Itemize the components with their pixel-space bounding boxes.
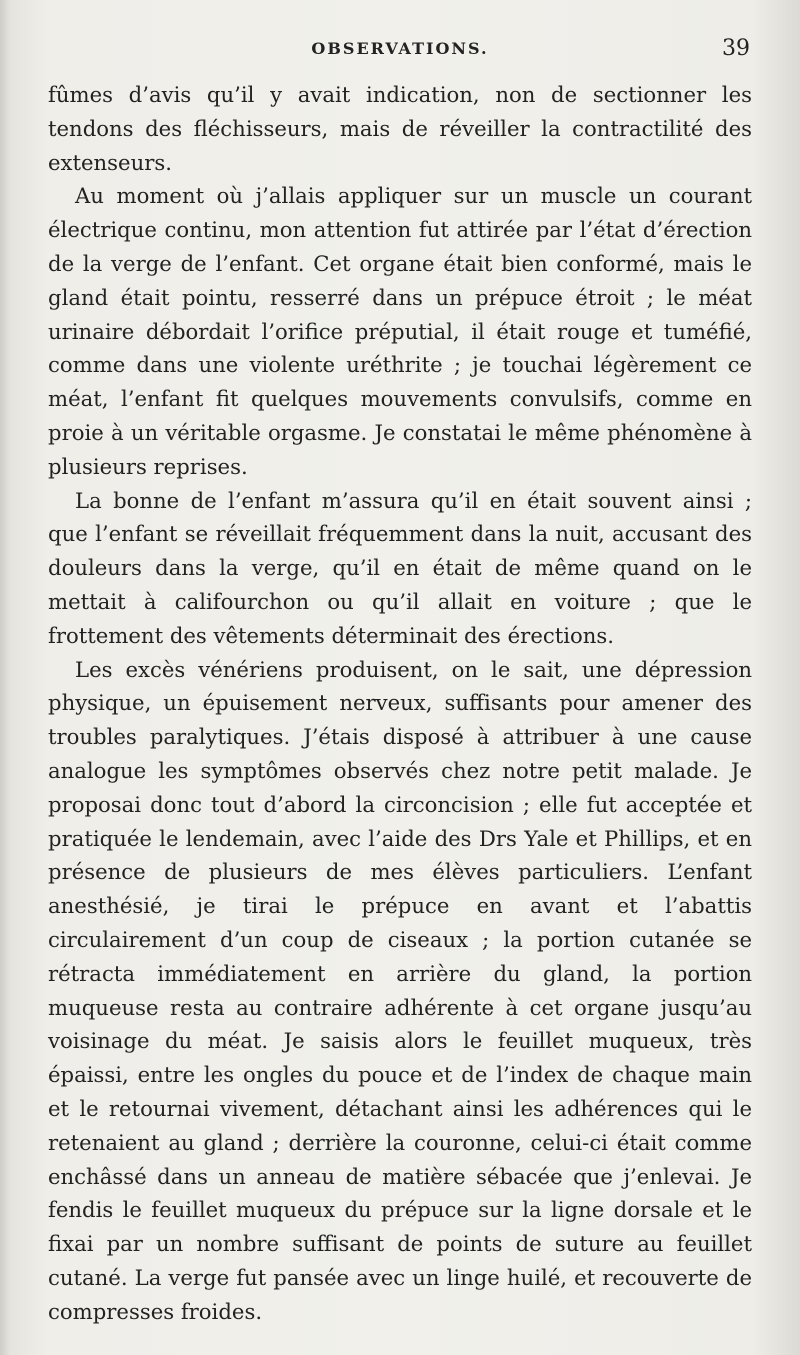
- running-title: OBSERVATIONS.: [311, 39, 489, 58]
- page-number: 39: [722, 36, 750, 61]
- page-edge-shadow: [0, 0, 10, 1355]
- paragraph: La bonne de l’enfant m’assura qu’il en était souvent ainsi ; que l’enfant se réveillait fréquemment dans la nuit, accusant des douleurs dans la verge, qu’il en était de même quand on le mettait à califourchon ou qu’il allait en voiture ; que le frottement des vêtements déterminait des érections.: [48, 487, 752, 648]
- body-text: [48, 78, 752, 1328]
- running-header: [48, 36, 752, 66]
- paragraph-continued: fûmes d’avis qu’il y avait indication, non de sectionner les tendons des fléchisseurs, mais de réveiller la contractilité des extenseurs.: [48, 82, 752, 175]
- paragraph: Les excès vénériens produisent, on le sait, une dépression physique, un épuisement nerveux, suffisants pour amener des troubles paralytiques. J’étais disposé à attribuer à une cause analogue les symptômes observés chez notre petit malade. Je proposai donc tout d’abord la circoncision ; elle fut acceptée et pratiquée le lendemain, avec l’aide des Drs Yale et Phillips, et en présence de plusieurs de mes élèves particuliers. L’enfant anesthésié, je tirai le prépuce en avant et l’abattis circulairement d’un coup de ciseaux ; la portion cutanée se rétracta immédiatement en arrière du gland, la portion muqueuse resta au contraire adhérente à cet organe jusqu’au voisinage du méat. Je saisis alors le feuillet muqueux, très épaissi, entre les ongles du pouce et de l’index de chaque main et le retournai vivement, détachant ainsi les adhérences qui le retenaient au gland ; derrière la couronne, celui-ci était comme enchâssé dans un anneau de matière sébacée que j’enlevai. Je fendis le feuillet muqueux du prépuce sur la ligne dorsale et le fixai par un nombre suffisant de points de suture au feuillet cutané. La verge fut pansée avec un linge huilé, et recouverte de compresses froides.: [48, 656, 752, 1324]
- paragraph: Au moment où j’allais appliquer sur un muscle un courant électrique continu, mon attention fut attirée par l’état d’érection de la verge de l’enfant. Cet organe était bien conformé, mais le gland était pointu, resserré dans un prépuce étroit ; le méat urinaire débordait l’orifice préputial, il était rouge et tuméfié, comme dans une violente uréthrite ; je touchai légèrement ce méat, l’enfant fit quelques mouvements convulsifs, comme en proie à un véritable orgasme. Je constatai le même phénomène à plusieurs reprises.: [48, 183, 752, 479]
